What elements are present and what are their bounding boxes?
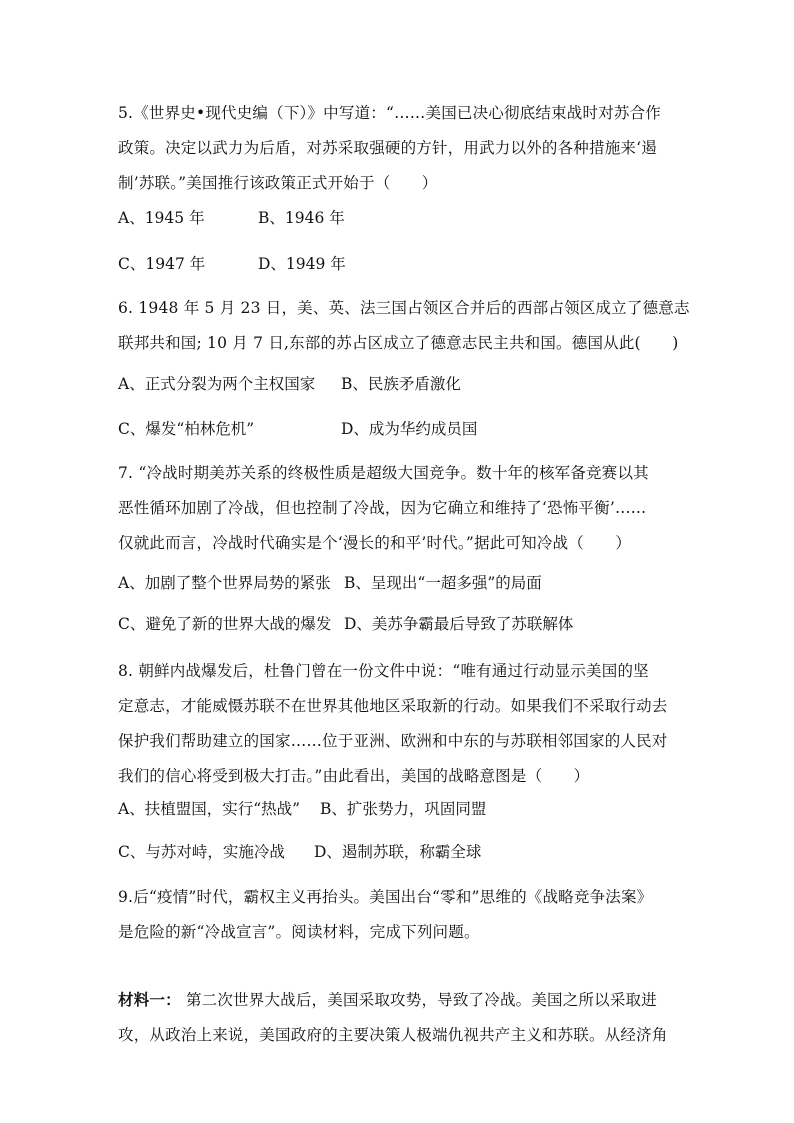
option-c: C、1947 年 <box>118 255 206 273</box>
option-b: B、1946 年 <box>258 209 345 227</box>
question-5-line-3: 制’苏联。”美国推行该政策正式开始于（ ） <box>118 174 438 192</box>
option-a: A、加剧了整个世界局势的紧张 <box>118 574 331 592</box>
question-5 <box>118 96 683 201</box>
question-8-options-row-2 <box>118 840 683 864</box>
question-7-line-3: 仅就此而言，冷战时代确实是个‘漫长的和平’时代。”据此可知冷战（ ） <box>118 534 632 552</box>
question-5-options-row-2 <box>118 252 683 276</box>
question-8-line-3: 保护我们帮助建立的国家……位于亚洲、欧洲和中东的与苏联相邻国家的人民对 <box>118 732 668 750</box>
question-7-line-2: 恶性循环加剧了冷战，但也控制了冷战，因为它确立和维持了‘恐怖平衡’…… <box>118 499 647 517</box>
question-7 <box>118 456 683 561</box>
question-9 <box>118 880 683 950</box>
question-9-line-2: 是危险的新“冷战宣言”。阅读材料，完成下列问题。 <box>118 923 480 941</box>
question-8 <box>118 654 683 794</box>
question-7-line-1: 7. “冷战时期美苏关系的终极性质是超级大国竞争。数十年的核军备竞赛以其 <box>118 464 649 482</box>
material-one-line-2: 攻，从政治上来说，美国政府的主要决策人极端仇视共产主义和苏联。从经济角 <box>118 1026 668 1044</box>
option-c: C、爆发“柏林危机” <box>118 420 255 438</box>
question-6-line-2: 联邦共和国; 10 月 7 日,东部的苏占区成立了德意志民主共和国。德国从此( ) <box>118 334 679 352</box>
option-a: A、扶植盟国，实行“热战” <box>118 800 301 818</box>
question-8-line-4: 我们的信心将受到极大打击。”由此看出，美国的战略意图是（ ） <box>118 767 590 785</box>
option-d: D、成为华约成员国 <box>341 420 478 438</box>
material-one-line-1 <box>118 982 683 1018</box>
option-b: B、民族矛盾激化 <box>341 375 461 393</box>
option-c: C、避免了新的世界大战的爆发 <box>118 615 332 633</box>
question-6-options-row-1 <box>118 372 683 396</box>
option-a: A、1945 年 <box>118 209 205 227</box>
option-d: D、美苏争霸最后导致了苏联解体 <box>344 615 574 633</box>
question-6 <box>118 291 690 361</box>
question-6-line-1: 6. 1948 年 5 月 23 日，美、英、法三国占领区合并后的西部占领区成立了德意志 <box>118 299 690 317</box>
question-5-line-2: 政策。决定以武力为后盾，对苏采取强硬的方针，用武力以外的各种措施来‘遏 <box>118 139 657 157</box>
question-7-options-row-1 <box>118 571 683 595</box>
material-one-text-1: 第二次世界大战后，美国采取攻势，导致了冷战。美国之所以采取进 <box>180 991 657 1009</box>
option-b: B、呈现出“一超多强”的局面 <box>344 574 542 592</box>
question-5-line-1: 5.《世界史•现代史编（下）》中写道：“……美国已决心彻底结束战时对苏合作 <box>118 104 662 122</box>
option-d: D、1949 年 <box>258 255 346 273</box>
material-one <box>118 982 683 1053</box>
option-b: B、扩张势力，巩固同盟 <box>320 800 487 818</box>
option-d: D、遏制苏联，称霸全球 <box>314 843 482 861</box>
question-8-line-1: 8. 朝鲜内战爆发后，杜鲁门曾在一份文件中说：“唯有通过行动显示美国的坚 <box>118 662 649 680</box>
question-9-line-1: 9.后“疫情”时代，霸权主义再抬头。美国出台“零和”思维的《战略竞争法案》 <box>118 888 653 906</box>
question-8-line-2: 定意志，才能威慑苏联不在世界其他地区采取新的行动。如果我们不采取行动去 <box>118 697 668 715</box>
option-a: A、正式分裂为两个主权国家 <box>118 375 316 393</box>
question-5-options-row-1 <box>118 206 683 230</box>
option-c: C、与苏对峙，实施冷战 <box>118 843 285 861</box>
question-6-options-row-2 <box>118 417 683 441</box>
question-8-options-row-1 <box>118 797 683 821</box>
question-7-options-row-2 <box>118 612 683 636</box>
material-one-label: 材料一： <box>118 990 181 1009</box>
